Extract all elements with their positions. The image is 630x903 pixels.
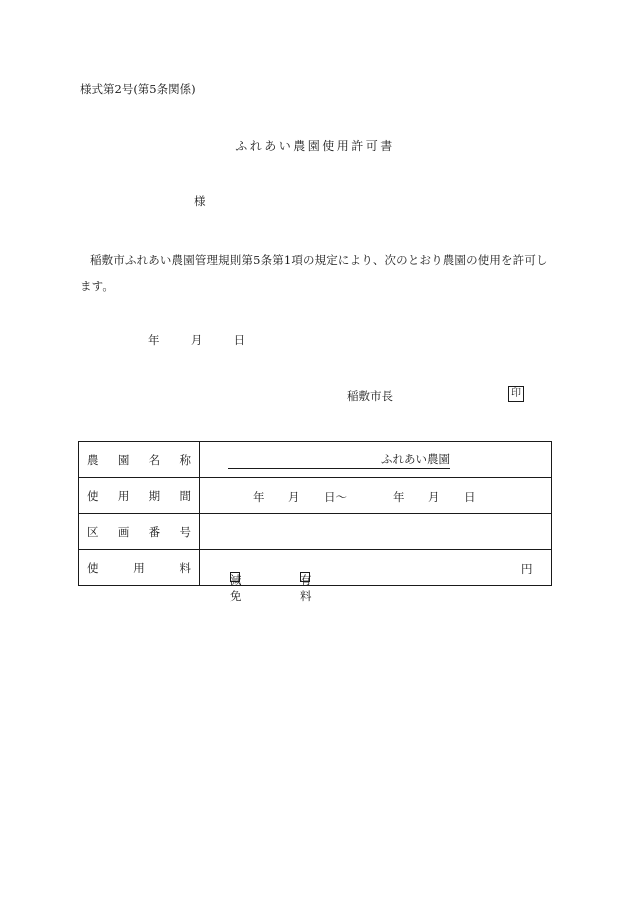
form-number: 様式第2号(第5条関係) <box>80 82 196 96</box>
date-year-label: 年 <box>148 333 160 347</box>
label-char: 号 <box>179 524 191 539</box>
date-day-label: 日 <box>233 333 246 347</box>
table-row <box>79 550 552 586</box>
table-row <box>79 478 552 514</box>
fee-exempt-label: 減免 <box>230 573 242 603</box>
label-char: 用 <box>117 488 130 503</box>
fee-unit: 円 <box>521 562 533 576</box>
start-month-label: 月 <box>288 490 300 504</box>
table-row <box>79 442 552 478</box>
table-row <box>79 514 552 550</box>
label-char: 農 <box>87 452 99 467</box>
label-char: 期 <box>148 488 161 503</box>
end-year-label: 年 <box>393 490 405 504</box>
label-char: 使 <box>87 560 99 575</box>
issuer-name: 稲敷市長 <box>347 389 393 403</box>
label-char: 称 <box>179 452 191 467</box>
seal-stamp: 印 <box>508 386 524 402</box>
usage-fee-cell <box>200 550 552 603</box>
farm-name-cell <box>200 442 552 478</box>
label-farm-name <box>79 442 200 478</box>
addressee-suffix: 様 <box>194 194 206 208</box>
label-char: 区 <box>87 524 99 539</box>
issue-date <box>148 332 245 348</box>
date-month-label: 月 <box>190 333 203 347</box>
label-char: 料 <box>179 560 191 575</box>
document-title: ふれあい農園使用許可書 <box>235 139 395 153</box>
permit-table <box>78 441 552 603</box>
label-char: 間 <box>179 488 191 503</box>
label-usage-fee <box>79 550 200 586</box>
farm-name-value: ふれあい農園 <box>228 451 450 469</box>
label-char: 使 <box>87 488 99 503</box>
label-plot-number <box>79 514 200 550</box>
label-char: 園 <box>117 452 130 467</box>
end-day-label: 日 <box>464 490 476 504</box>
label-char: 名 <box>148 452 161 467</box>
label-usage-period <box>79 478 200 514</box>
label-char: 画 <box>117 524 130 539</box>
fee-paid-label: 有料 <box>300 573 312 603</box>
end-month-label: 月 <box>428 490 440 504</box>
body-text: 稲敷市ふれあい農園管理規則第5条第1項の規定により、次のとおり農園の使用を許可します。 <box>80 253 548 293</box>
usage-period-cell <box>200 478 552 514</box>
label-char: 用 <box>133 560 145 575</box>
plot-number-cell <box>200 514 552 550</box>
label-char: 番 <box>148 524 161 539</box>
start-day-label: 日〜 <box>324 490 347 504</box>
start-year-label: 年 <box>253 490 265 504</box>
